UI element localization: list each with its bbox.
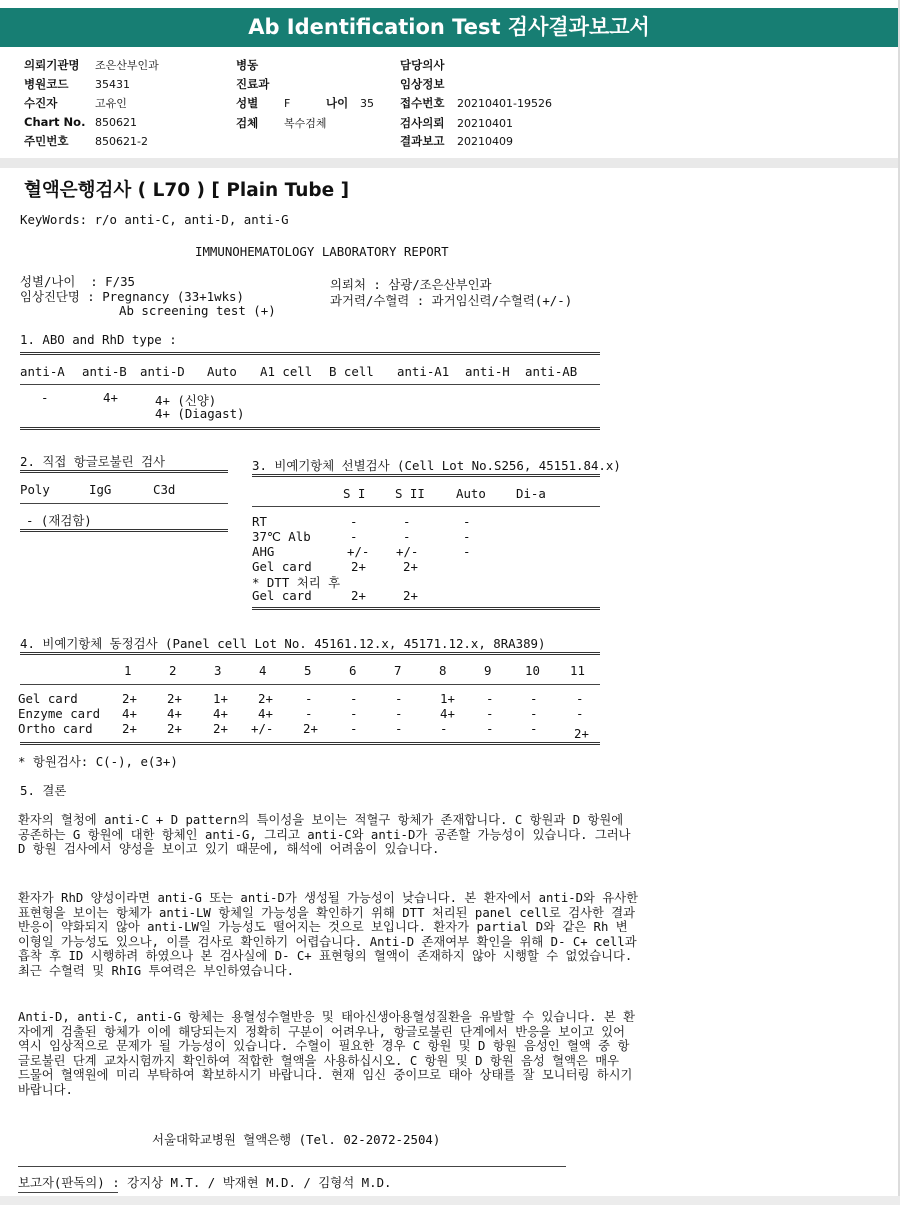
s4-cell: -	[350, 691, 358, 706]
s3-header-sii: S II	[395, 486, 425, 501]
s3-header-auto: Auto	[456, 486, 486, 501]
double-rule	[20, 470, 228, 473]
s1-header-anti-a: anti-A	[20, 364, 65, 379]
double-rule	[252, 607, 600, 610]
page-bottom-bar	[0, 1196, 900, 1205]
single-rule	[20, 384, 600, 385]
s1-anti-d-value-2: 4+ (Diagast)	[155, 406, 245, 421]
s4-cell: 2+	[303, 721, 318, 736]
s3-cell: 2+	[403, 588, 418, 603]
s4-cell: -	[350, 721, 358, 736]
s4-col: 10	[525, 663, 540, 678]
s2-header-c3d: C3d	[153, 482, 176, 497]
s4-cell: 4+	[258, 706, 273, 721]
s1-anti-a-value: -	[41, 390, 49, 405]
keywords: KeyWords: r/o anti-C, anti-D, anti-G	[20, 212, 289, 227]
s3-cell: -	[463, 514, 471, 529]
s4-cell: -	[305, 691, 313, 706]
s4-cell: 4+	[122, 706, 137, 721]
header-row: Chart No. 850621	[24, 115, 137, 129]
s4-cell: -	[576, 691, 584, 706]
report-title: Ab Identification Test 검사결과보고서	[248, 15, 650, 39]
history: 과거력/수혈력 : 과거임신력/수혈력(+/-)	[330, 293, 573, 308]
header-row: 결과보고 20210409	[400, 134, 513, 148]
s1-anti-d-value-1: 4+ (신양)	[155, 393, 217, 408]
s4-cell: 2+	[213, 721, 228, 736]
s2-header-poly: Poly	[20, 482, 50, 497]
single-rule	[252, 506, 600, 507]
s4-col: 11	[570, 663, 585, 678]
header-row: 주민번호 850621-2	[24, 134, 148, 148]
s4-cell: -	[486, 706, 494, 721]
s4-col: 8	[439, 663, 447, 678]
s4-col: 9	[484, 663, 492, 678]
double-rule	[20, 427, 600, 430]
sex-age: 성별/나이 : F/35	[20, 274, 136, 289]
s3-cell: -	[463, 529, 471, 544]
requester: 의뢰처 : 삼광/조은산부인과	[330, 277, 492, 292]
header-row: 임상정보	[400, 77, 445, 91]
s3-cell: -	[350, 514, 358, 529]
s1-header-anti-ab: anti-AB	[525, 364, 578, 379]
double-rule	[252, 474, 600, 477]
diagnosis-2: Ab screening test (+)	[119, 303, 276, 318]
conclusion-paragraph-3: Anti-D, anti-C, anti-G 항체는 용혈성수혈반응 및 태아신생아용혈성질환을 유발할 수 있습니다. 본 환자에게 검출된 항체가 이에 해당되는지 정확히 구분이 어려우나, 항글로불린 단계에서 반응을 보이고 있어 역시 임상적으로 문제가 될 가능성이 있습니다. 수혈이 필요한 경우 C 항원 및 D 항원 음성인 혈액 중 항글로불린 단계 교차시험까지 확인하여 적합한 혈액을 사용하십시오. C 항원 및 D 항원 음성 혈액은 매우 드물어 혈액원에 미리 부탁하여 확보하시기 바랍니다. 현재 임신 중이므로 태아 상태를 잘 모니터링 하시기 바랍니다.	[18, 1010, 636, 1097]
s1-header-a1-cell: A1 cell	[260, 364, 313, 379]
single-rule	[20, 503, 228, 504]
header-row: 나이 35	[326, 96, 374, 110]
s4-row-label: Ortho card	[18, 721, 93, 736]
s3-cell: -	[403, 529, 411, 544]
s4-cell: -	[530, 706, 538, 721]
s2-header-igg: IgG	[89, 482, 112, 497]
conclusion-paragraph-1: 환자의 혈청에 anti-C + D pattern의 특이성을 보이는 적혈구 항체가 존재합니다. C 항원과 D 항원에 공존하는 G 항원에 대한 항체인 anti-G, 그리고 anti-C와 anti-D가 공존할 가능성이 있습니다. 그러나 D 항원 검사에서 양성을 보이고 있기 때문에, 해석에 어려움이 있습니다.	[18, 813, 631, 857]
double-rule	[20, 529, 228, 532]
s4-cell: 1+	[440, 691, 455, 706]
s4-col: 6	[349, 663, 357, 678]
s4-cell: 2+	[167, 721, 182, 736]
s3-row-label: RT	[252, 514, 267, 529]
s1-header-anti-d: anti-D	[140, 364, 185, 379]
header-row: 병원코드 35431	[24, 77, 130, 91]
single-rule	[18, 1192, 118, 1193]
header-row: 검사의뢰 20210401	[400, 116, 513, 130]
top-margin	[0, 0, 900, 8]
double-rule	[20, 652, 600, 655]
s3-row-label: 37℃ Alb	[252, 529, 311, 544]
s1-anti-b-value: 4+	[103, 390, 118, 405]
s4-cell: 2+	[258, 691, 273, 706]
s1-header-anti-a1: anti-A1	[397, 364, 450, 379]
s4-row-label: Gel card	[18, 691, 78, 706]
header-divider	[0, 158, 898, 168]
s4-cell: 2+	[122, 691, 137, 706]
s4-col: 1	[124, 663, 132, 678]
section-2-title: 2. 직접 항글로불린 검사	[20, 454, 166, 469]
header-row: 병동	[236, 58, 259, 72]
report-heading: 혈액은행검사 ( L70 ) [ Plain Tube ]	[24, 180, 350, 201]
s3-row-label: Gel card	[252, 588, 312, 603]
section-5-title: 5. 결론	[20, 783, 67, 798]
s3-dtt-note: * DTT 처리 후	[252, 575, 341, 590]
header-row: 의뢰기관명 조은산부인과	[24, 58, 159, 72]
s4-col: 2	[169, 663, 177, 678]
s3-cell: -	[403, 514, 411, 529]
s1-header-anti-h: anti-H	[465, 364, 510, 379]
s4-cell: -	[440, 721, 448, 736]
s3-cell: 2+	[403, 559, 418, 574]
header-row: 진료과	[236, 77, 270, 91]
s4-cell: 1+	[213, 691, 228, 706]
s4-cell: -	[395, 691, 403, 706]
s4-row-label: Enzyme card	[18, 706, 101, 721]
s3-cell: +/-	[347, 544, 370, 559]
patient-header	[0, 50, 898, 158]
header-row: 담당의사	[400, 58, 445, 72]
header-row: 검체 복수검체	[236, 116, 327, 130]
s4-cell: 2+	[122, 721, 137, 736]
s4-cell: -	[305, 706, 313, 721]
s4-cell: -	[486, 691, 494, 706]
s4-cell: -	[486, 721, 494, 736]
s4-cell: 4+	[213, 706, 228, 721]
s2-value: - (재검함)	[26, 513, 92, 528]
s3-cell: 2+	[351, 588, 366, 603]
report-title-bar	[0, 8, 898, 47]
section-4-title: 4. 비예기항체 동정검사 (Panel cell Lot No. 45161.12.x, 45171.12.x, 8RA389)	[20, 636, 546, 651]
lab-title: IMMUNOHEMATOLOGY LABORATORY REPORT	[195, 244, 449, 259]
reporter: 보고자(판독의) : 강지상 M.T. / 박재현 M.D. / 김형석 M.D.	[18, 1175, 392, 1190]
s4-cell: +/-	[251, 721, 274, 736]
s3-cell: -	[463, 544, 471, 559]
conclusion-paragraph-2: 환자가 RhD 양성이라면 anti-G 또는 anti-D가 생성될 가능성이 낮습니다. 본 환자에서 anti-D와 유사한 표현형을 보이는 항체가 anti-LW 항체일 가능성을 확인하기 위해 DTT 처리된 panel cell로 검사한 결과 반응이 약화되지 않아 anti-LW일 가능성도 떨어지는 것으로 보입니다. 환자가 partial D와 같은 Rh 변이형일 가능성도 있으나, 이를 검사로 확인하기 어렵습니다. Anti-D 존재여부 확인을 위해 D- C+ cell과 흡착 후 ID 시행하려 하였으나 본 검사실에 D- C+ 표현형의 혈액이 존재하지 않아 시행할 수 없었습니다. 최근 수혈력 및 RhIG 투여력은 부인하였습니다.	[18, 891, 638, 978]
diagnosis: 임상진단명 : Pregnancy (33+1wks)	[20, 289, 244, 304]
section-1-title: 1. ABO and RhD type :	[20, 332, 177, 347]
s4-col: 5	[304, 663, 312, 678]
s3-row-label: Gel card	[252, 559, 312, 574]
double-rule	[20, 352, 600, 355]
s3-row-label: AHG	[252, 544, 275, 559]
s3-cell: -	[350, 529, 358, 544]
s4-cell: 4+	[167, 706, 182, 721]
s4-cell: -	[530, 721, 538, 736]
s4-cell: -	[530, 691, 538, 706]
s4-col: 4	[259, 663, 267, 678]
header-row: 접수번호 20210401-19526	[400, 96, 552, 110]
single-rule	[20, 684, 600, 685]
s1-header-b-cell: B cell	[329, 364, 374, 379]
s4-note: * 항원검사: C(-), e(3+)	[18, 754, 178, 769]
header-row: 성별 F	[236, 96, 291, 110]
s1-header-auto: Auto	[207, 364, 237, 379]
s3-header-dia: Di-a	[516, 486, 546, 501]
s4-cell: 4+	[440, 706, 455, 721]
s4-col: 3	[214, 663, 222, 678]
s4-cell: -	[395, 721, 403, 736]
s4-col: 7	[394, 663, 402, 678]
s1-header-anti-b: anti-B	[82, 364, 127, 379]
s3-cell: 2+	[351, 559, 366, 574]
s4-cell: -	[395, 706, 403, 721]
s4-cell: 2+	[167, 691, 182, 706]
s4-cell: 2+	[574, 726, 589, 741]
s3-header-si: S I	[343, 486, 366, 501]
s3-cell: +/-	[396, 544, 419, 559]
s4-cell: -	[350, 706, 358, 721]
s4-cell: -	[576, 706, 584, 721]
header-row: 수진자 고유인	[24, 96, 127, 110]
double-rule	[20, 742, 600, 745]
section-3-title: 3. 비예기항체 선별검사 (Cell Lot No.S256, 45151.84.x)	[252, 458, 621, 473]
hospital-contact: 서울대학교병원 혈액은행 (Tel. 02-2072-2504)	[152, 1132, 441, 1147]
single-rule	[18, 1166, 566, 1167]
